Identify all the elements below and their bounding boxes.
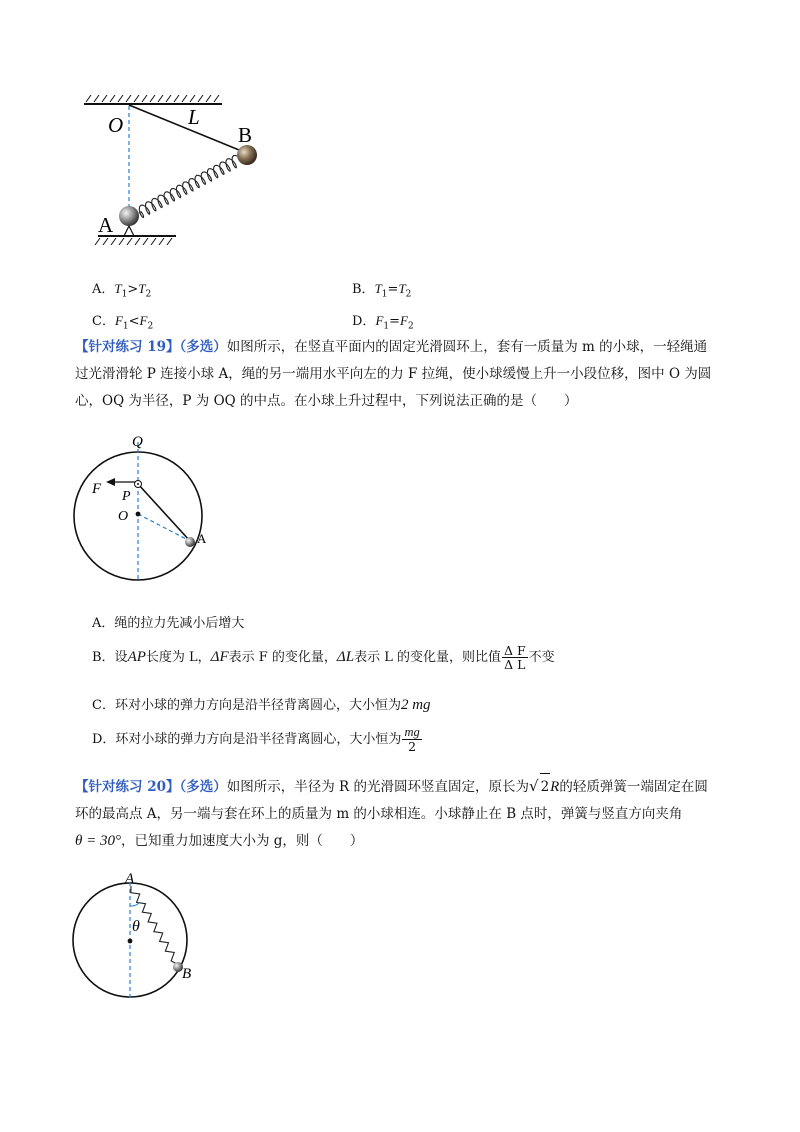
label-L: L [188,105,200,129]
q20-line2: 环的最高点 A，另一端与套在环上的质量为 m 的小球相连。小球静止在 B 点时，弹簧与竖直方向夹角 [75,806,683,822]
q19-line2: 过光滑滑轮 P 连接小球 A，绳的另一端用水平向左的力 F 拉绳，使小球缓慢上升一小段位移，图中 O 为圆 [75,366,712,382]
fraction-dF-dL: $\frac{\text{Δ F}}{\text{Δ L}}$ [503,643,526,673]
label-A: A [125,871,135,887]
q19-option-a[interactable]: A．绳的拉力先减小后增大 [92,616,245,631]
fraction-mg-2: $\frac{mg}{2}$ [404,725,420,755]
q20-stem [75,773,708,855]
option-c[interactable]: C．$F_1<F_2$ [92,313,154,332]
q20-line1: 【针对练习 20】（多选）如图所示，半径为 R 的光滑圆环竖直固定，原长为√ 2R的轻质弹簧一端固定在圆 [75,773,708,801]
option-b[interactable]: B．$T_1=T_2$ [352,281,412,300]
q19-option-d[interactable]: D．环对小球的弹力方向是沿半径背离圆心，大小恒为 $\frac{mg}{2}$ [92,725,420,755]
q19-option-c[interactable]: C．环对小球的弹力方向是沿半径背离圆心，大小恒为2 mg [92,697,431,713]
label-B: B [182,966,192,982]
figure-pulley-ring [70,428,230,584]
label-theta: θ [132,918,140,935]
label-Q: Q [132,434,143,450]
label-F: F [92,481,102,497]
option-a[interactable]: A．$T_1>T_2$ [92,281,152,300]
q19-stem [75,334,711,415]
q19-line3: 心，OQ 为半径，P 为 OQ 的中点。在小球上升过程中，下列说法正确的是（ ） [75,393,578,409]
figure-spring-ring [68,864,208,1006]
label-A: A [98,213,114,237]
label-O: O [108,113,124,137]
q19-line1: 【针对练习 19】（多选）如图所示，在竖直平面内的固定光滑圆环上，套有一质量为 m 的小球，一轻绳通 [75,339,708,355]
option-d[interactable]: D．$F_1=F_2$ [352,313,414,332]
label-O: O [118,509,129,524]
q19-option-b[interactable]: B．设AP长度为 L，ΔF表示 F 的变化量，ΔL表示 L 的变化量，则比值 $\frac{\text{Δ F}}{\text{Δ L}}$ 不变 [92,643,555,673]
figure-spring-pendulum [70,92,270,252]
label-B: B [238,123,253,147]
q20-line3: θ = 30°，已知重力加速度大小为 g，则（ ） [75,833,364,849]
label-P: P [122,489,131,504]
label-A: A [197,531,207,546]
